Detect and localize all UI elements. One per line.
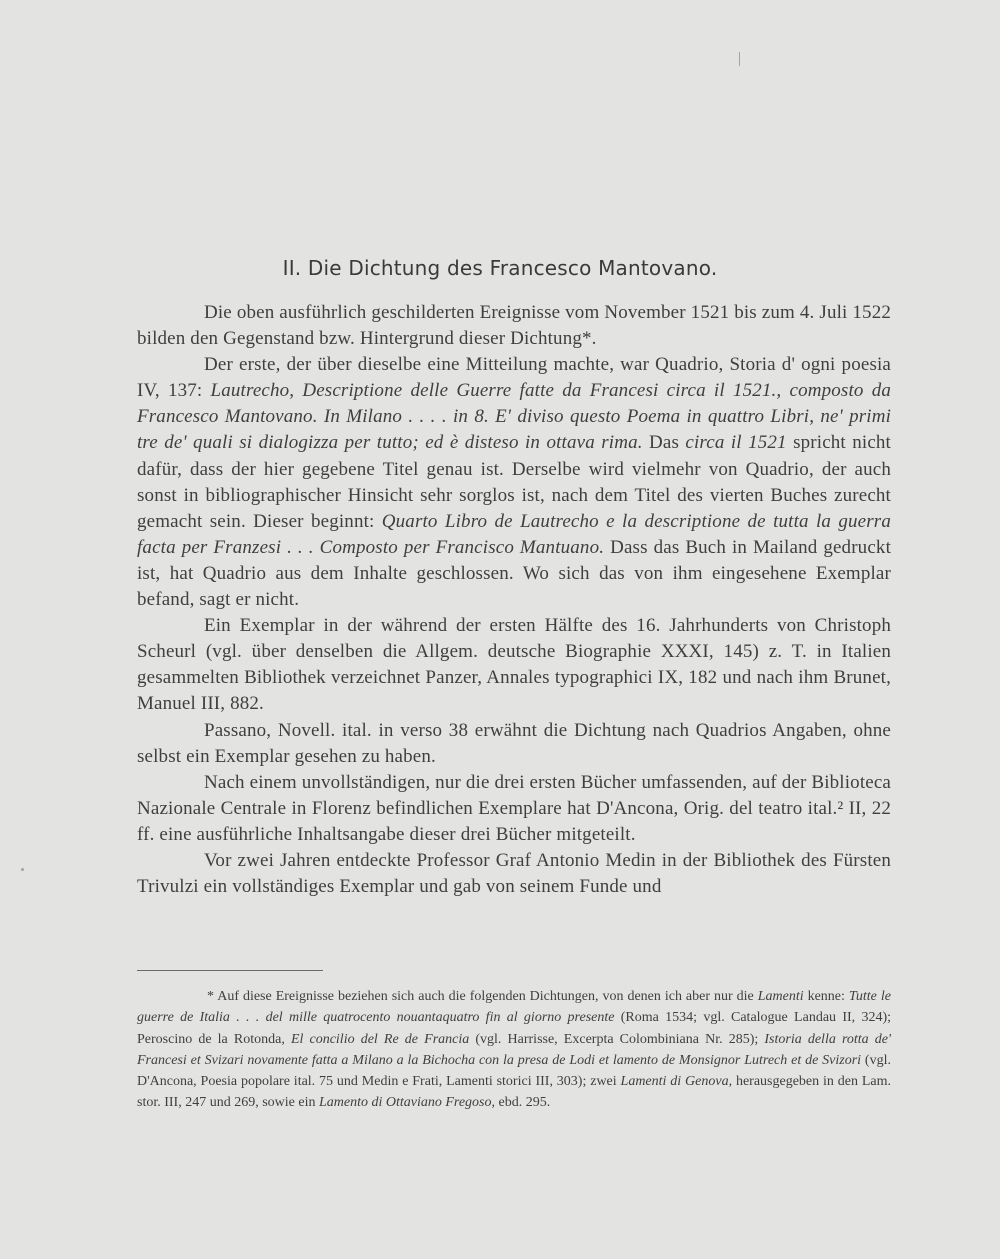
text-run: Passano, Novell. ital. in verso 38 erwähnt die Dichtung nach Quadrios Angaben, ohne selbst ein Exemplar gesehen zu haben.: [137, 719, 891, 767]
text-run: kenne:: [803, 989, 849, 1004]
text-run: Die oben ausführlich geschilderten Ereignisse vom November 1521 bis zum 4. Juli 1522 bilden den Gegenstand bzw. Hintergrund dieser Dichtung*.: [137, 302, 891, 350]
italic-text-run: Lamenti: [757, 989, 804, 1004]
paragraph: [137, 300, 891, 352]
italic-text-run: El concilio del Re de Francia: [290, 1031, 470, 1047]
paragraph: [137, 352, 891, 613]
paragraph: [137, 613, 891, 717]
paragraph: [137, 848, 891, 900]
page-blemish-dot: [21, 868, 24, 871]
italic-text-run: Lamento di Ottaviano Fregoso,: [318, 1095, 496, 1111]
italic-text-run: Tutte le guerre de Italia . . . del mille quatrocento nouantaquatro fin al giorno presente: [137, 989, 891, 1026]
footnote-separator: [137, 970, 323, 971]
text-run: ebd. 295.: [495, 1095, 551, 1111]
text-run: herausgegeben in den Lam. stor. III, 247 und 269, sowie ein: [137, 1074, 891, 1111]
italic-text-run: circa il 1521: [685, 432, 787, 454]
italic-text-run: Lautrecho, Descriptione delle Guerre fatte da Francesi circa il 1521., composto da Francesco Mantovano. In Milano . . . . in 8. E' diviso questo Poema in quattro Libri, ne' primi tre de' quali si dialogizza per tutto; ed è disteso in ottava rima.: [137, 380, 891, 454]
italic-text-run: Istoria della rotta de' Francesi et Svizari novamente fatta a Milano a la Bichocha con la presa de Lodi et lamento de Monsignor Lutrech et de Svizori: [137, 1031, 891, 1068]
text-run: Vor zwei Jahren entdeckte Professor Graf Antonio Medin in der Bibliothek des Fürsten Trivulzi ein vollständiges Exemplar und gab von seinem Funde und: [137, 849, 891, 898]
text-run: * Auf diese Ereignisse beziehen sich auch die folgenden Dichtungen, von denen ich aber nur die: [207, 989, 758, 1004]
paragraph: [137, 718, 891, 770]
footnote-paragraph: [137, 986, 891, 1114]
text-run: (Roma 1534; vgl. Catalogue Landau II, 324); Peroscino de la Rotonda,: [137, 1010, 891, 1047]
paragraph: [137, 770, 891, 848]
text-run: Das: [642, 432, 686, 454]
italic-text-run: Lamenti di Genova,: [620, 1074, 733, 1090]
text-run: (vgl. Harrisse, Excerpta Colombiniana Nr. 285);: [469, 1031, 765, 1047]
body-text: [137, 300, 891, 900]
text-run: Dass das Buch in Mailand gedruckt ist, hat Quadrio aus dem Inhalte geschlossen. Wo sich das von ihm eingesehene Exemplar befand, sagt er nicht.: [137, 536, 891, 611]
text-run: spricht nicht dafür, dass der hier gegebene Titel genau ist. Derselbe wird vielmehr von Quadrio, der auch sonst in bibliographischer Hinsicht sehr sorglos ist, nach dem Titel des vierten Buches zurecht gemacht sein. Dieser beginnt:: [137, 432, 891, 532]
text-run: Nach einem unvollständigen, nur die drei ersten Bücher umfassenden, auf der Biblioteca Nazionale Centrale in Florenz befindlichen Exemplare hat D'Ancona, Orig. del teatro ital.² II, 22 ff. eine ausführliche Inhaltsangabe dieser drei Bücher mitgeteilt.: [137, 771, 891, 845]
text-run: Ein Exemplar in der während der ersten Hälfte des 16. Jahrhunderts von Christoph Scheurl (vgl. über denselben die Allgem. deutsche Biographie XXXI, 145) z. T. in Italien gesammelten Bibliothek verzeichnet Panzer, Annales typographici IX, 182 und nach ihm Brunet, Manuel III, 882.: [137, 615, 891, 715]
section-heading: II. Die Dichtung des Francesco Mantovano.: [282, 256, 718, 280]
page-blemish-mark: [739, 52, 740, 66]
footnote: [137, 986, 891, 1114]
italic-text-run: Quarto Libro de Lautrecho e la descriptione de tutta la guerra facta per Franzesi . . . Composto per Francisco Mantuano.: [137, 510, 892, 558]
text-run: Der erste, der über dieselbe eine Mitteilung machte, war Quadrio, Storia d' ogni poesia IV, 137:: [137, 354, 891, 402]
text-run: (vgl. D'Ancona, Poesia popolare ital. 75 und Medin e Frati, Lamenti storici III, 303); zwei: [137, 1052, 891, 1090]
